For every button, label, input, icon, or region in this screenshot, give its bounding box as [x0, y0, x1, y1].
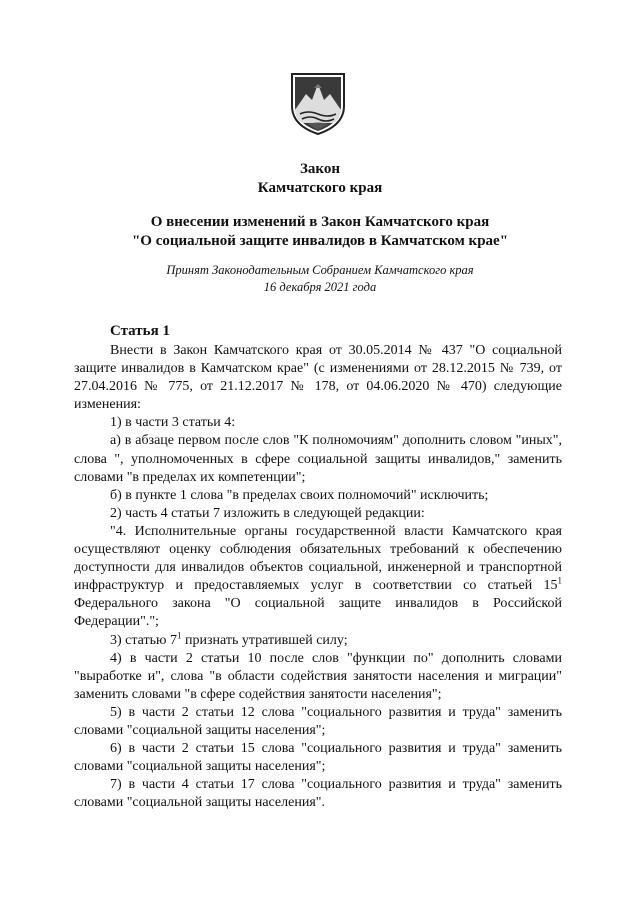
item3-part1: 3) статью 7	[110, 632, 177, 648]
list-item: 1) в части 3 статьи 4:	[110, 415, 236, 431]
list-item: а) в абзаце первом после слов "К полномочиям" дополнить словом "иных", слова ", уполномоченных в сфере социальной защиты инвалидов," заменить словами "в пределах их компетенции";	[74, 433, 562, 485]
superscript: 1	[557, 575, 562, 586]
list-item: 5) в части 2 статьи 12 слова "социального развития и труда" заменить словами "социальной защиты населения";	[74, 704, 562, 738]
article-heading: Статья 1	[110, 323, 170, 339]
quoted-text	[74, 523, 562, 632]
law-subject	[60, 213, 580, 251]
kamchatka-coat-of-arms-icon	[288, 70, 348, 136]
article-body	[74, 342, 562, 812]
list-item: 4) в части 2 статьи 10 после слов "функции по" дополнить словами "выработке и", слова "в области содействия занятости населения и миграции" заменить словами "в сфере содействия занятости населения";	[74, 650, 562, 702]
law-subject-line1: О внесении изменений в Закон Камчатского края	[150, 214, 490, 230]
list-item: 7) в части 4 статьи 17 слова "социального развития и труда" заменить словами "социальной защиты населения".	[74, 777, 562, 811]
law-title-line2: Камчатского края	[257, 180, 383, 196]
law-title	[60, 160, 580, 198]
list-item	[74, 629, 562, 650]
list-item: 6) в части 2 статьи 15 слова "социального развития и труда" заменить словами "социальной защиты населения";	[74, 741, 562, 775]
adoption-note-line1: Принят Законодательным Собранием Камчатского края	[166, 263, 474, 277]
law-title-line1: Закон	[299, 161, 340, 177]
quoted-text-part1: "4. Исполнительные органы государственной власти Камчатского края осуществляют оценку соблюдения обязательных требований к обеспечению доступности для инвалидов объектов социальной, инженерной и транспортной инфраструктур и предоставляемых услуг в соответствии со статьей 15	[74, 523, 562, 594]
law-subject-line2: "О социальной защите инвалидов в Камчатском крае"	[131, 233, 509, 249]
article-intro: Внести в Закон Камчатского края от 30.05.2014 № 437 "О социальной защите инвалидов в Камчатском крае" (с изменениями от 28.12.2015 № 739, от 27.04.2016 № 775, от 21.12.2017 № 178, от 04.06.2020 № 470) следующие изменения:	[74, 343, 562, 413]
adoption-note	[60, 262, 580, 296]
superscript: 1	[176, 629, 182, 640]
list-item: 2) часть 4 статьи 7 изложить в следующей редакции:	[110, 505, 425, 521]
quoted-text-part2: Федерального закона "О социальной защите инвалидов в Российской Федерации".";	[74, 596, 562, 630]
item3-part2: признать утратившей силу;	[181, 632, 348, 648]
adoption-note-line2: 16 декабря 2021 года	[263, 280, 377, 294]
list-item: б) в пункте 1 слова "в пределах своих полномочий" исключить;	[110, 487, 489, 503]
